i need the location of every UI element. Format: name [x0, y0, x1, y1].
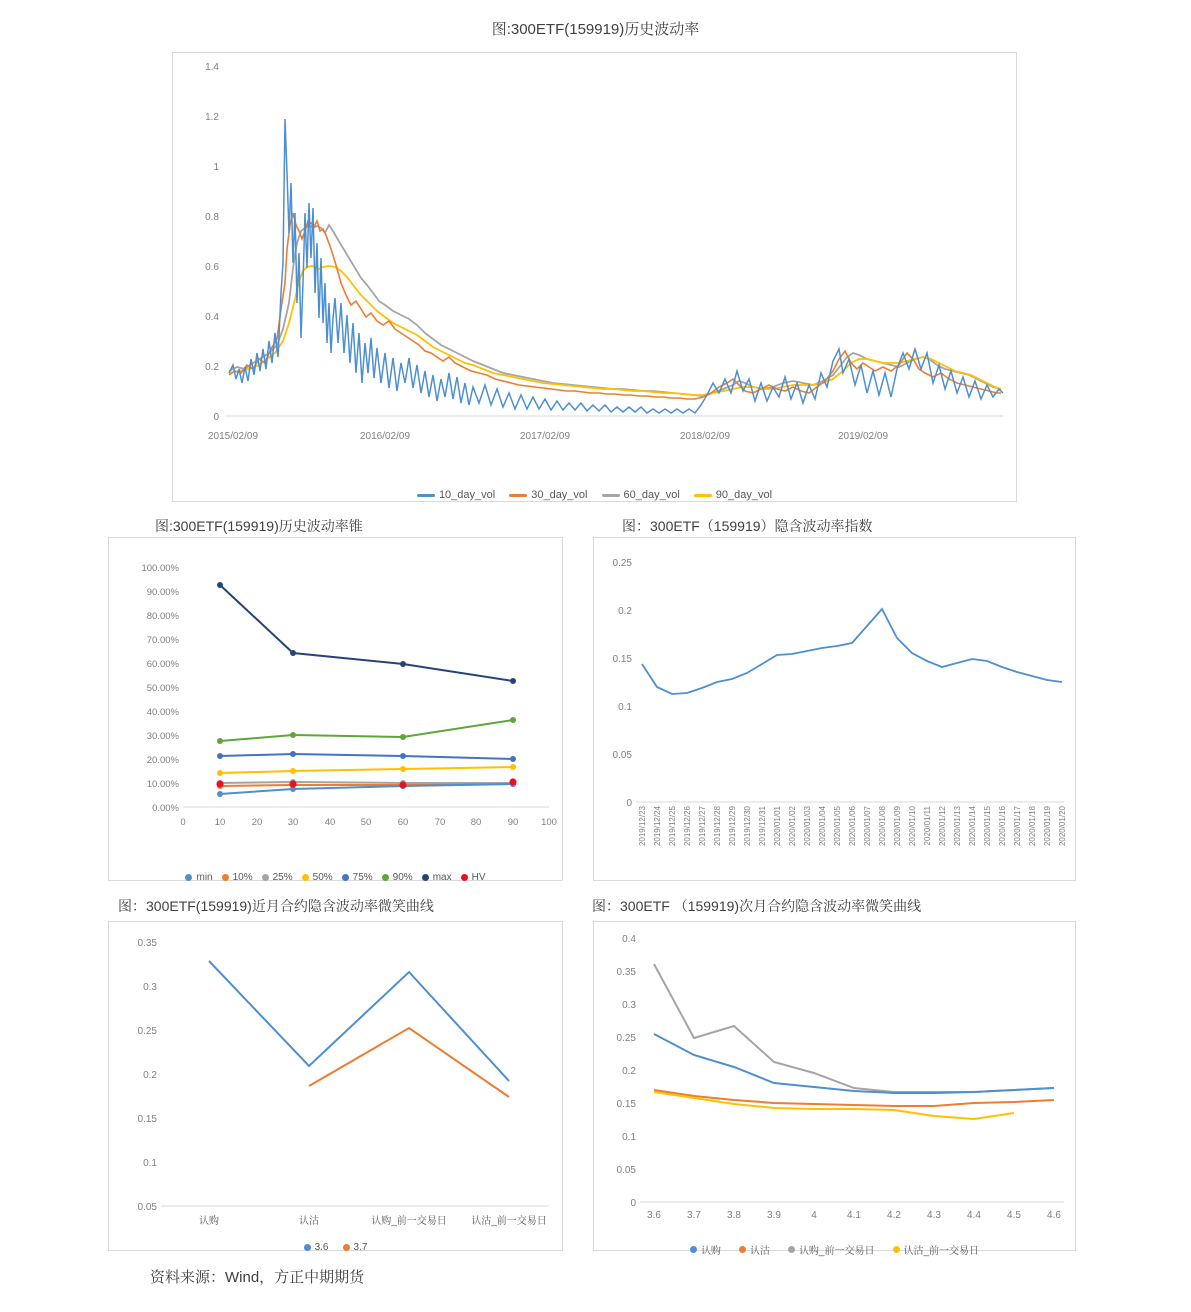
svg-text:2019/12/26: 2019/12/26	[683, 806, 692, 847]
svg-text:0.2: 0.2	[618, 606, 632, 617]
legend-label: min	[196, 872, 213, 883]
svg-text:认购: 认购	[199, 1216, 219, 1227]
svg-text:4.5: 4.5	[1007, 1210, 1021, 1221]
legend-item-put-prev	[893, 1242, 980, 1257]
svg-text:认沽_前一交易日: 认沽_前一交易日	[471, 1216, 547, 1227]
svg-text:0.1: 0.1	[143, 1158, 157, 1169]
svg-text:0.8: 0.8	[205, 212, 219, 223]
legend-item-hv	[461, 872, 486, 883]
legend-item-p25	[262, 872, 293, 883]
svg-text:0.2: 0.2	[143, 1070, 157, 1081]
svg-text:0.05: 0.05	[616, 1165, 636, 1176]
smile-next-plot	[594, 922, 1075, 1250]
legend-item-min	[185, 872, 212, 883]
svg-text:0.2: 0.2	[205, 362, 219, 373]
legend-label: max	[432, 872, 452, 883]
svg-text:4.6: 4.6	[1047, 1210, 1061, 1221]
svg-text:1.4: 1.4	[205, 62, 219, 73]
smile-near-plot	[109, 922, 562, 1250]
svg-text:4.3: 4.3	[927, 1210, 941, 1221]
svg-text:2019/12/23: 2019/12/23	[638, 806, 647, 847]
svg-text:90.00%: 90.00%	[146, 587, 179, 598]
svg-text:4.4: 4.4	[967, 1210, 981, 1221]
legend-label: 认沽_前一交易日	[903, 1246, 980, 1257]
legend-label: 3.7	[353, 1242, 368, 1253]
svg-text:2015/02/09: 2015/02/09	[207, 431, 259, 442]
svg-text:0.4: 0.4	[205, 312, 219, 323]
svg-text:50: 50	[360, 817, 372, 828]
legend-item-p75	[342, 872, 373, 883]
volatility-cone-legend	[109, 872, 562, 883]
svg-text:80: 80	[470, 817, 482, 828]
svg-text:2020/01/11: 2020/01/11	[923, 806, 932, 846]
svg-text:70.00%: 70.00%	[146, 635, 179, 646]
svg-text:2017/02/09: 2017/02/09	[519, 431, 571, 442]
svg-text:2020/01/15: 2020/01/15	[983, 806, 992, 847]
smile-near-legend	[109, 1242, 562, 1253]
svg-text:0.00%: 0.00%	[152, 803, 179, 814]
svg-text:2020/01/09: 2020/01/09	[893, 806, 902, 847]
svg-text:0.2: 0.2	[622, 1066, 636, 1077]
legend-label: 60_day_vol	[623, 489, 680, 501]
legend-item-30day	[509, 489, 587, 501]
svg-text:3.8: 3.8	[727, 1210, 741, 1221]
svg-text:0.05: 0.05	[137, 1202, 157, 1213]
svg-text:认沽: 认沽	[299, 1216, 319, 1227]
svg-text:2019/12/29: 2019/12/29	[728, 806, 737, 847]
svg-text:0: 0	[626, 798, 632, 809]
svg-text:30: 30	[287, 817, 299, 828]
main-chart-title: 图:300ETF(159919)历史波动率	[491, 21, 700, 38]
svg-text:100.00%: 100.00%	[141, 563, 179, 574]
svg-text:10: 10	[214, 817, 226, 828]
svg-text:0.35: 0.35	[616, 967, 636, 978]
legend-label: 75%	[352, 872, 373, 883]
smile-next-legend	[594, 1242, 1075, 1257]
svg-text:70: 70	[434, 817, 446, 828]
svg-text:0: 0	[180, 817, 186, 828]
legend-item-p10	[222, 872, 253, 883]
svg-text:2020/01/12: 2020/01/12	[938, 806, 947, 847]
legend-label: 25%	[272, 872, 293, 883]
historical-volatility-chart	[172, 52, 1017, 502]
legend-label: 30_day_vol	[531, 489, 588, 501]
smile-near-chart	[108, 921, 563, 1251]
svg-text:2020/01/10: 2020/01/10	[908, 806, 917, 847]
svg-text:2019/12/27: 2019/12/27	[698, 806, 707, 847]
svg-text:2020/01/03: 2020/01/03	[803, 806, 812, 847]
iv-index-chart-title: 图：300ETF（159919）隐含波动率指数	[622, 518, 873, 534]
legend-item-max	[422, 872, 452, 883]
svg-text:3.6: 3.6	[647, 1210, 661, 1221]
svg-text:0: 0	[630, 1198, 636, 1209]
svg-text:2020/01/19: 2020/01/19	[1043, 806, 1052, 847]
legend-label: 认购_前一交易日	[798, 1246, 875, 1257]
svg-text:0.1: 0.1	[622, 1132, 636, 1143]
svg-text:3.9: 3.9	[767, 1210, 781, 1221]
smile-next-chart	[593, 921, 1076, 1257]
svg-text:2019/12/28: 2019/12/28	[713, 806, 722, 847]
svg-text:0.15: 0.15	[616, 1099, 636, 1110]
svg-text:0: 0	[213, 412, 219, 423]
iv-index-chart	[593, 537, 1076, 881]
svg-text:2020/01/16: 2020/01/16	[998, 806, 1007, 847]
svg-text:2020/01/20: 2020/01/20	[1058, 806, 1067, 847]
legend-item-3-7	[343, 1242, 368, 1253]
svg-text:2019/12/30: 2019/12/30	[743, 806, 752, 847]
legend-item-p50	[302, 872, 333, 883]
legend-item-10day	[417, 489, 495, 501]
cone-chart-title: 图:300ETF(159919)历史波动率锥	[155, 518, 363, 534]
svg-text:2020/01/01: 2020/01/01	[773, 806, 782, 847]
svg-text:0.25: 0.25	[137, 1026, 157, 1037]
legend-item-p90	[382, 872, 413, 883]
svg-text:4: 4	[811, 1210, 817, 1221]
svg-text:20.00%: 20.00%	[146, 755, 179, 766]
legend-item-call-prev	[788, 1242, 875, 1257]
svg-text:0.4: 0.4	[622, 934, 636, 945]
legend-label: 50%	[312, 872, 333, 883]
iv-index-plot	[594, 538, 1075, 880]
legend-label: 90%	[392, 872, 413, 883]
svg-text:0.25: 0.25	[612, 558, 632, 569]
svg-text:2019/12/24: 2019/12/24	[653, 806, 662, 847]
svg-text:0.3: 0.3	[143, 982, 157, 993]
svg-text:2020/01/08: 2020/01/08	[878, 806, 887, 847]
svg-text:0.6: 0.6	[205, 262, 219, 273]
svg-text:0.15: 0.15	[137, 1114, 157, 1125]
historical-volatility-legend	[173, 489, 1016, 501]
legend-label: 90_day_vol	[715, 489, 773, 501]
svg-text:4.2: 4.2	[887, 1210, 901, 1221]
svg-text:80.00%: 80.00%	[146, 611, 179, 622]
legend-item-put	[739, 1242, 770, 1257]
svg-text:2019/02/09: 2019/02/09	[837, 431, 889, 442]
legend-item-90day	[694, 489, 772, 501]
legend-item-60day	[602, 489, 680, 501]
volatility-cone-chart	[108, 537, 563, 881]
svg-text:50.00%: 50.00%	[146, 683, 179, 694]
svg-text:100: 100	[541, 817, 557, 828]
svg-text:0.35: 0.35	[137, 938, 157, 949]
svg-text:认购_前一交易日: 认购_前一交易日	[371, 1216, 447, 1227]
legend-label: 3.6	[314, 1242, 329, 1253]
historical-volatility-plot	[173, 53, 1016, 501]
svg-text:3.7: 3.7	[687, 1210, 701, 1221]
legend-item-call	[690, 1242, 721, 1257]
svg-text:0.15: 0.15	[612, 654, 632, 665]
svg-text:20: 20	[251, 817, 263, 828]
svg-text:2020/01/06: 2020/01/06	[848, 806, 857, 847]
svg-text:2016/02/09: 2016/02/09	[359, 431, 411, 442]
svg-text:0.05: 0.05	[612, 750, 632, 761]
svg-text:40: 40	[324, 817, 336, 828]
svg-text:0.25: 0.25	[616, 1033, 636, 1044]
svg-text:2020/01/02: 2020/01/02	[788, 806, 797, 847]
svg-text:2019/12/31: 2019/12/31	[758, 806, 767, 847]
smile-next-chart-title: 图：300ETF （159919)次月合约隐含波动率微笑曲线	[592, 898, 922, 914]
source-note: 资料来源：Wind，方正中期期货	[150, 1269, 365, 1286]
svg-text:2020/01/17: 2020/01/17	[1013, 806, 1022, 847]
svg-text:2020/01/13: 2020/01/13	[953, 806, 962, 847]
svg-text:2020/01/05: 2020/01/05	[833, 806, 842, 847]
svg-text:10.00%: 10.00%	[146, 779, 179, 790]
svg-text:30.00%: 30.00%	[146, 731, 179, 742]
svg-text:40.00%: 40.00%	[146, 707, 179, 718]
svg-text:60.00%: 60.00%	[146, 659, 179, 670]
svg-text:0.1: 0.1	[618, 702, 632, 713]
legend-label: 10%	[232, 872, 253, 883]
legend-label: 认沽	[749, 1246, 770, 1257]
svg-text:1: 1	[213, 162, 219, 173]
smile-near-chart-title: 图：300ETF(159919)近月合约隐含波动率微笑曲线	[118, 898, 434, 914]
svg-text:2020/01/04: 2020/01/04	[818, 806, 827, 847]
svg-text:1.2: 1.2	[205, 112, 219, 123]
svg-text:60: 60	[397, 817, 409, 828]
svg-text:4.1: 4.1	[847, 1210, 861, 1221]
legend-label: 10_day_vol	[438, 489, 496, 501]
svg-text:2018/02/09: 2018/02/09	[679, 431, 731, 442]
svg-text:2020/01/18: 2020/01/18	[1028, 806, 1037, 847]
svg-text:2020/01/07: 2020/01/07	[863, 806, 872, 847]
svg-text:0.3: 0.3	[622, 1000, 636, 1011]
legend-label: 认购	[700, 1246, 721, 1257]
volatility-cone-plot	[109, 538, 562, 880]
svg-text:2019/12/25: 2019/12/25	[668, 806, 677, 847]
svg-text:2020/01/14: 2020/01/14	[968, 806, 977, 847]
legend-label: HV	[471, 872, 486, 883]
legend-item-3-6	[304, 1242, 329, 1253]
svg-text:90: 90	[507, 817, 519, 828]
